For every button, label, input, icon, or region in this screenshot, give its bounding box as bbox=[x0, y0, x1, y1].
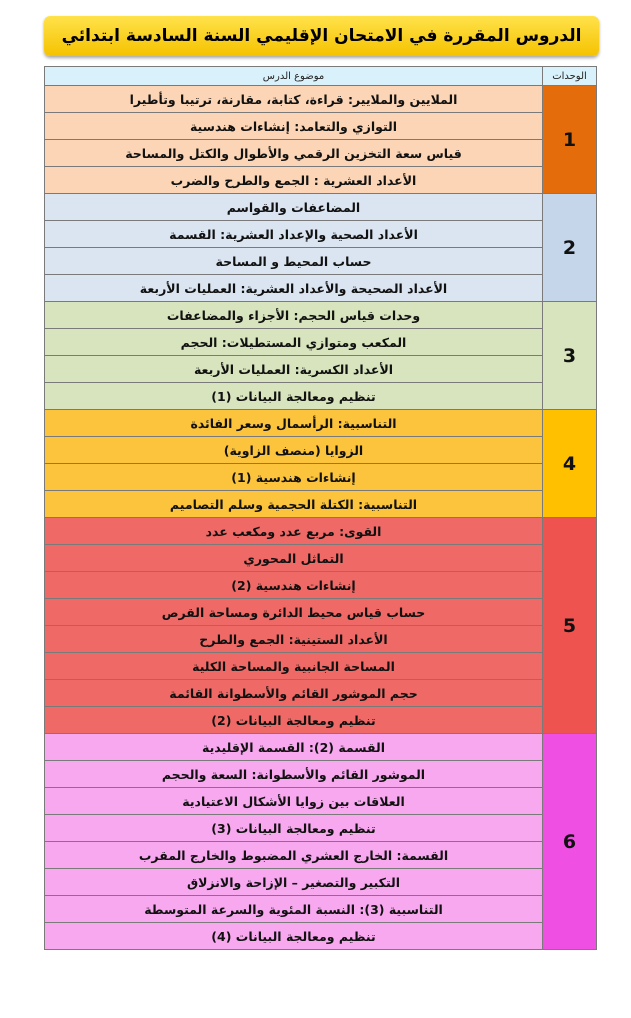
lesson-title-cell: الأعداد الصحيحة والأعداد العشرية: العمليات الأربعة bbox=[45, 275, 543, 302]
lesson-title-cell: التناسبية (3): النسبة المئوية والسرعة المتوسطة bbox=[45, 896, 543, 923]
lesson-title-cell: الملايين والملايير: قراءة، كتابة، مقارنة، ترتيبا وتأطيرا bbox=[45, 86, 543, 113]
lesson-row bbox=[45, 248, 597, 275]
topic-header: موضوع الدرس bbox=[45, 67, 543, 86]
lesson-title-cell: وحدات قياس الحجم: الأجزاء والمضاعفات bbox=[45, 302, 543, 329]
page-title: الدروس المقررة في الامتحان الإقليمي السنة السادسة ابتدائي bbox=[61, 26, 582, 46]
lesson-row bbox=[45, 815, 597, 842]
lesson-title-cell: قياس سعة التخزين الرقمي والأطوال والكتل والمساحة bbox=[45, 140, 543, 167]
lesson-title-cell: الموشور القائم والأسطوانة: السعة والحجم bbox=[45, 761, 543, 788]
lesson-title-cell: تنظيم ومعالجة البيانات (4) bbox=[45, 923, 543, 950]
lesson-title-cell: إنشاءات هندسية (2) bbox=[45, 572, 543, 599]
lesson-title-cell: المضاعفات والقواسم bbox=[45, 194, 543, 221]
lesson-row bbox=[45, 275, 597, 302]
lesson-title-cell: الأعداد الصحية والإعداد العشرية: القسمة bbox=[45, 221, 543, 248]
lesson-row bbox=[45, 464, 597, 491]
lesson-row bbox=[45, 356, 597, 383]
lesson-row bbox=[45, 194, 597, 221]
table-header-row bbox=[45, 67, 597, 86]
lesson-row bbox=[45, 221, 597, 248]
lesson-row bbox=[45, 491, 597, 518]
lesson-title-cell: القوى: مربع عدد ومكعب عدد bbox=[45, 518, 543, 545]
lesson-title-cell: التناسبية: الكتلة الحجمية وسلم التصاميم bbox=[45, 491, 543, 518]
title-banner bbox=[44, 16, 599, 56]
lesson-title-cell: المكعب ومتوازي المستطيلات: الحجم bbox=[45, 329, 543, 356]
lessons-table-body bbox=[45, 67, 597, 950]
lesson-title-cell: الزوايا (منصف الزاوية) bbox=[45, 437, 543, 464]
lesson-title-cell: الأعداد الستينية: الجمع والطرح bbox=[45, 626, 543, 653]
lesson-row bbox=[45, 167, 597, 194]
unit-number-cell: 6 bbox=[543, 734, 597, 950]
lesson-row bbox=[45, 410, 597, 437]
unit-number-cell: 4 bbox=[543, 410, 597, 518]
lesson-title-cell: التكبير والتصغير – الإزاحة والانزلاق bbox=[45, 869, 543, 896]
lesson-row bbox=[45, 599, 597, 626]
lesson-row bbox=[45, 383, 597, 410]
lesson-row bbox=[45, 302, 597, 329]
lesson-title-cell: تنظيم ومعالجة البيانات (3) bbox=[45, 815, 543, 842]
lesson-title-cell: التناسبية: الرأسمال وسعر الفائدة bbox=[45, 410, 543, 437]
lesson-row bbox=[45, 923, 597, 950]
lesson-title-cell: تنظيم ومعالجة البيانات (2) bbox=[45, 707, 543, 734]
lesson-title-cell: التماثل المحوري bbox=[45, 545, 543, 572]
units-header: الوحدات bbox=[543, 67, 597, 86]
lesson-title-cell: الأعداد الكسرية: العمليات الأربعة bbox=[45, 356, 543, 383]
lesson-title-cell: القسمة: الخارج العشري المضبوط والخارج المقرب bbox=[45, 842, 543, 869]
lesson-row bbox=[45, 545, 597, 572]
lesson-row bbox=[45, 329, 597, 356]
lesson-row bbox=[45, 680, 597, 707]
lesson-title-cell: إنشاءات هندسية (1) bbox=[45, 464, 543, 491]
lesson-row bbox=[45, 518, 597, 545]
lesson-row bbox=[45, 653, 597, 680]
lesson-row bbox=[45, 869, 597, 896]
lesson-title-cell: التوازي والتعامد: إنشاءات هندسية bbox=[45, 113, 543, 140]
lesson-title-cell: العلاقات بين زوايا الأشكال الاعتيادية bbox=[45, 788, 543, 815]
unit-number-cell: 5 bbox=[543, 518, 597, 734]
unit-number-cell: 3 bbox=[543, 302, 597, 410]
unit-number-cell: 1 bbox=[543, 86, 597, 194]
lesson-title-cell: القسمة (2): القسمة الإقليدية bbox=[45, 734, 543, 761]
lesson-row bbox=[45, 707, 597, 734]
lesson-row bbox=[45, 788, 597, 815]
lesson-title-cell: حجم الموشور القائم والأسطوانة القائمة bbox=[45, 680, 543, 707]
lesson-row bbox=[45, 437, 597, 464]
lesson-row bbox=[45, 113, 597, 140]
lesson-title-cell: حساب قياس محيط الدائرة ومساحة القرص bbox=[45, 599, 543, 626]
lesson-row bbox=[45, 140, 597, 167]
lesson-row bbox=[45, 761, 597, 788]
lesson-row bbox=[45, 896, 597, 923]
lesson-row bbox=[45, 572, 597, 599]
lesson-title-cell: الأعداد العشرية : الجمع والطرح والضرب bbox=[45, 167, 543, 194]
lesson-title-cell: حساب المحيط و المساحة bbox=[45, 248, 543, 275]
lesson-row bbox=[45, 734, 597, 761]
lesson-row bbox=[45, 842, 597, 869]
unit-number-cell: 2 bbox=[543, 194, 597, 302]
lesson-title-cell: المساحة الجانبية والمساحة الكلية bbox=[45, 653, 543, 680]
lesson-row bbox=[45, 86, 597, 113]
lessons-table bbox=[44, 66, 597, 950]
lesson-row bbox=[45, 626, 597, 653]
lesson-title-cell: تنظيم ومعالجة البيانات (1) bbox=[45, 383, 543, 410]
